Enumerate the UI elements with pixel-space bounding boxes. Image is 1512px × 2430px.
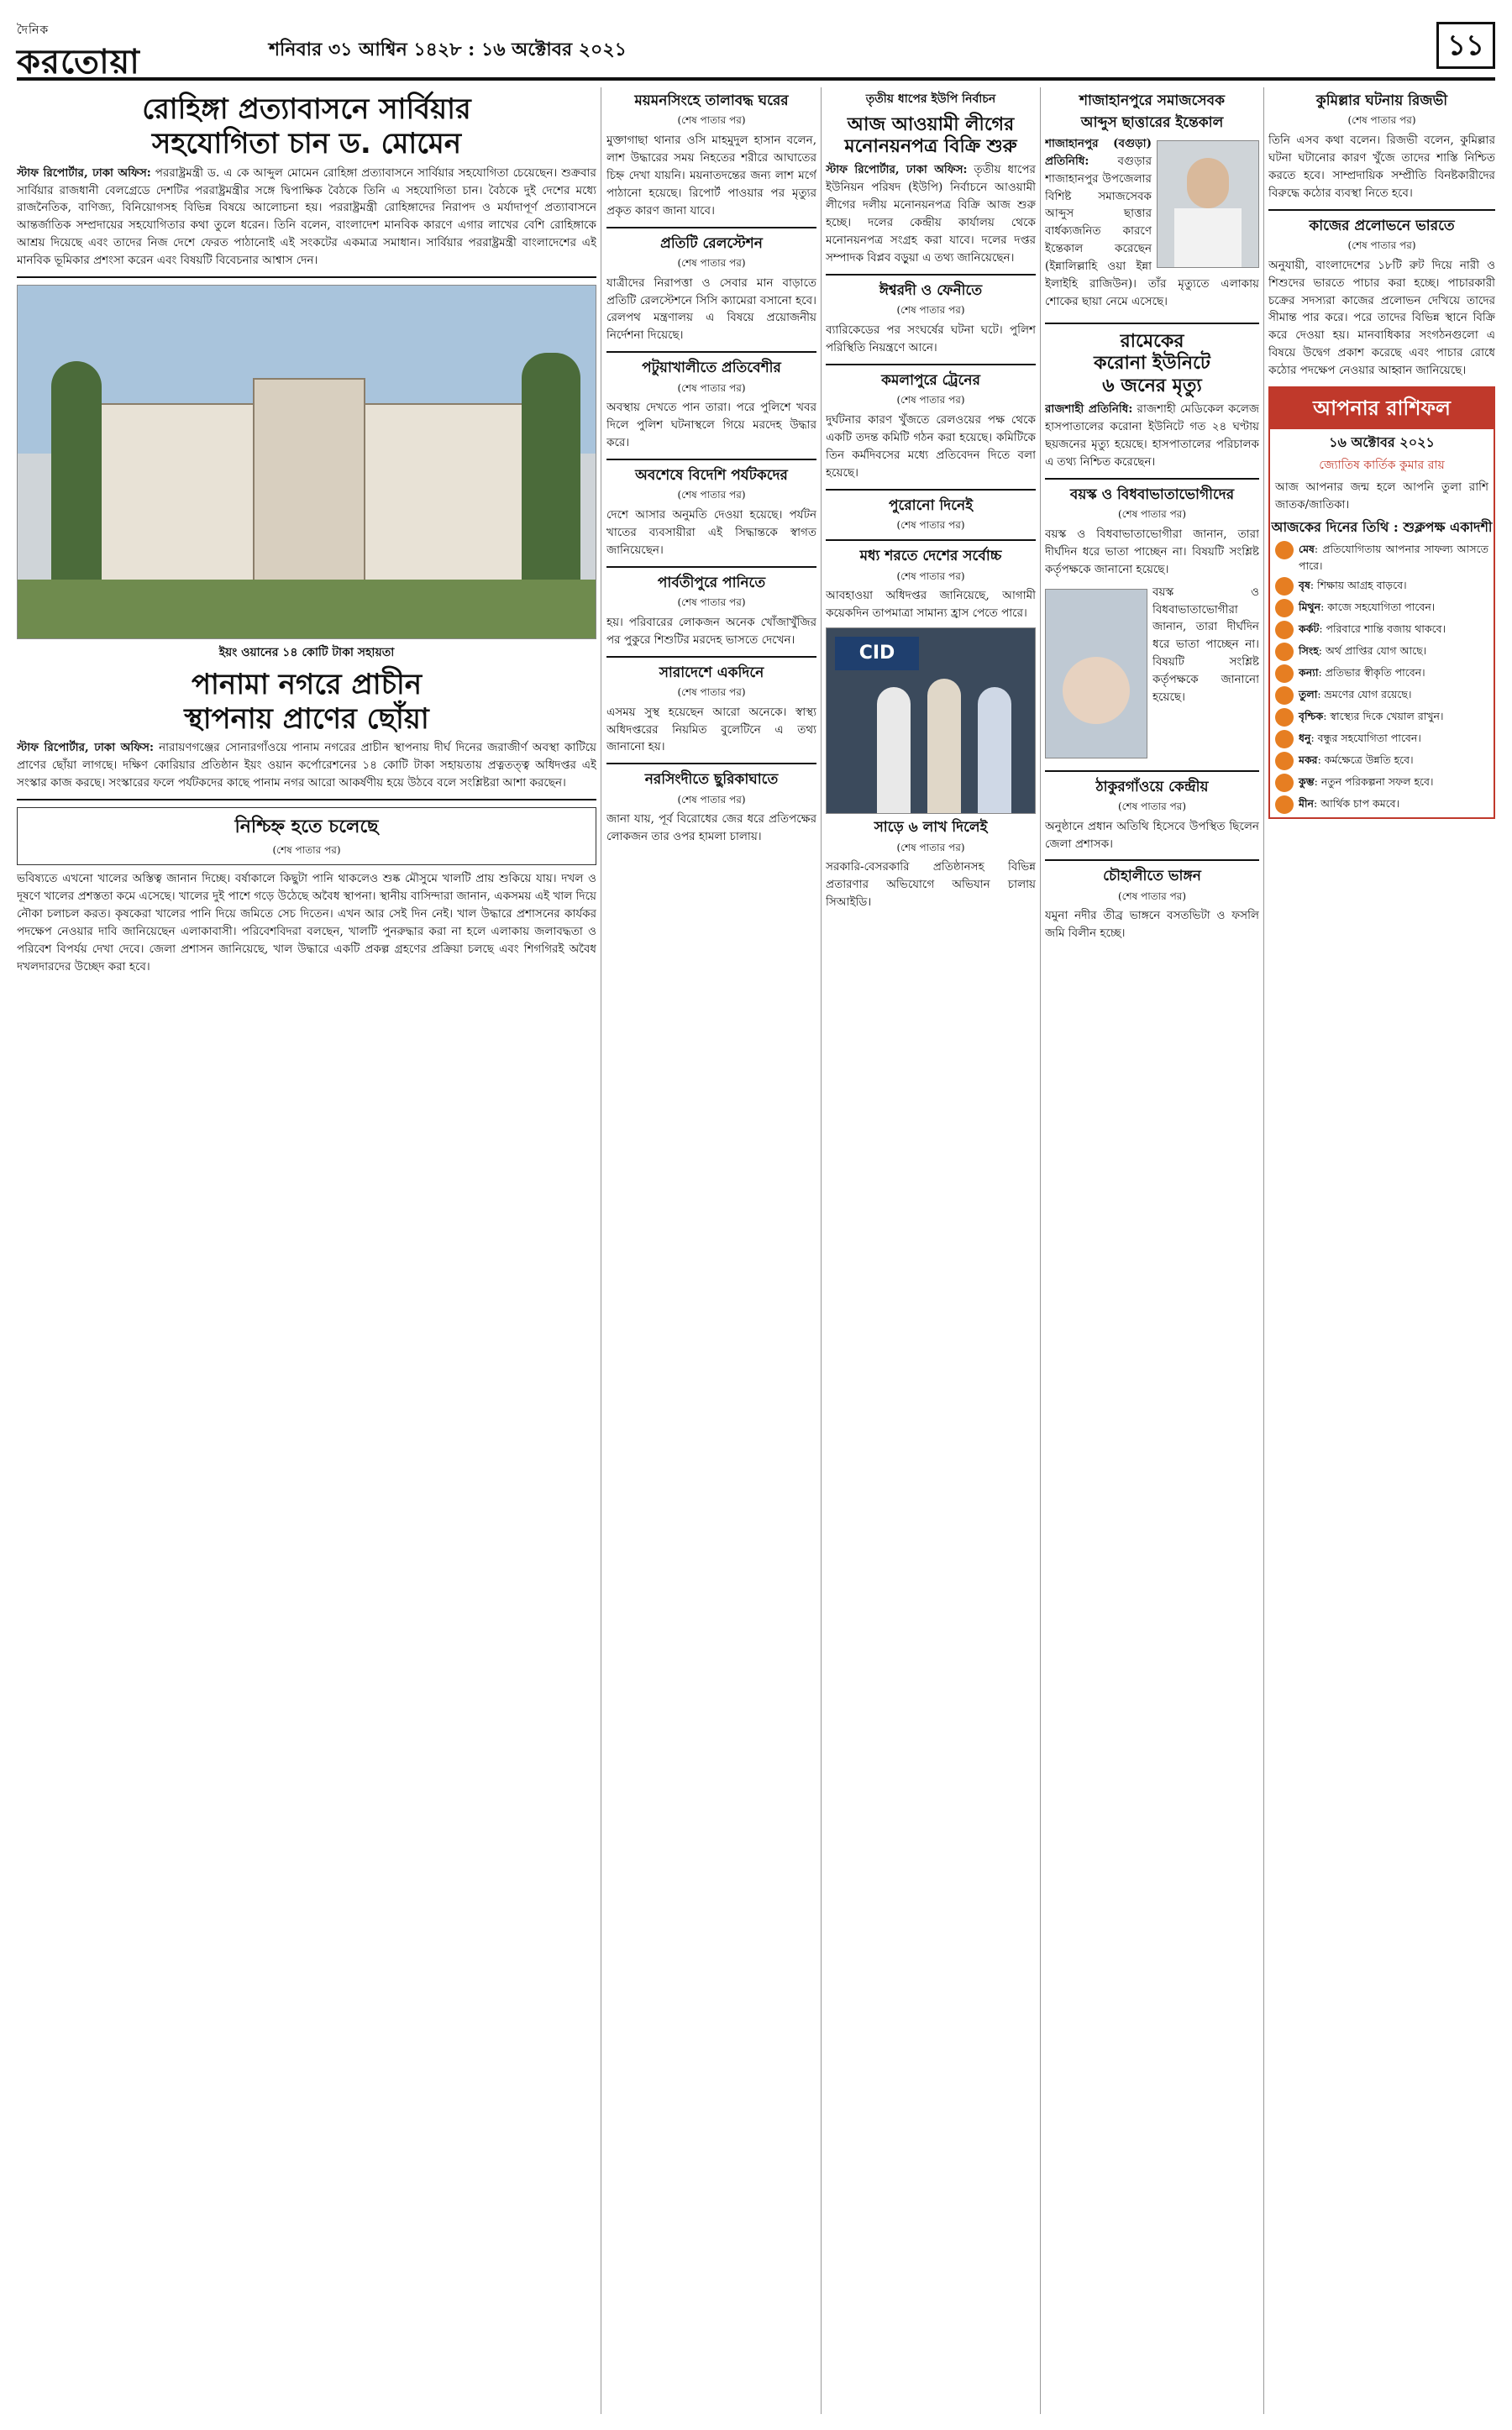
column-2 — [606, 87, 816, 2414]
chowhali-article: যমুনা নদীর তীব্র ভাঙ্গনে বসতভিটা ও ফসলি জমি বিলীন হচ্ছে। — [1045, 909, 1259, 941]
headline-line: মনোনয়নপত্র বিক্রি শুরু — [844, 136, 1017, 158]
zodiac-sign: মীন: আর্থিক চাপ কমবে। — [1275, 795, 1488, 814]
mymensingh-article: মুক্তাগাছা থানার ওসি মাহমুদুল হাসান বলেন, লাশ উদ্ধারের সময় নিহতের শরীরে আঘাতের চিহ্ন দেখা যায়নি। ময়নাতদন্তের জন্য লাশ মর্গে পাঠানো হয়েছে। রিপোর্ট পাওয়ার পর মৃত্যুর প্রকৃত কারণ জানা যাবে। — [606, 133, 816, 218]
zodiac-sign: বৃষ: শিক্ষায় আগ্রহ বাড়বে। — [1275, 577, 1488, 596]
tithi: আজকের দিনের তিথি : শুক্লপক্ষ একাদশী — [1271, 518, 1493, 535]
ramek-headline[interactable] — [1045, 331, 1259, 397]
horoscope-intro: আজ আপনার জন্ম হলে আপনি তুলা রাশি জাতক/জাতিকা। — [1275, 480, 1488, 512]
column-4 — [1045, 87, 1259, 2414]
allowance-article-cont: বয়স্ক ও বিধবাভাতাভোগীরা জানান, তারা দীর্ঘদিন ধরে ভাতা পাচ্ছেন না। বিষয়টি সংশ্লিষ্ট কর্তৃপক্ষকে জানানো হয়েছে। — [1152, 585, 1259, 705]
ishwardi-headline[interactable]: ঈশ্বরদী ও ফেনীতে — [879, 282, 983, 299]
hospital-photo — [1045, 589, 1147, 758]
zodiac-sign: ধনু: বন্ধুর সহযোগিতা পাবেন। — [1275, 730, 1488, 748]
article-body: পররাষ্ট্রমন্ত্রী ড. এ কে আব্দুল মোমেন রোহিঙ্গা প্রত্যাবাসনে সার্বিয়ার সহযোগিতা চেয়েছেন। শুক্রবার সার্বিয়ার রাজধানী বেলগ্রেডে দেশটির পররাষ্ট্রমন্ত্রীর সঙ্গে দ্বিপাক্ষিক বৈঠকে তিনি এ সহযোগিতা চান। বৈঠকে দুই দেশের মধ্যে রাজনৈতিক, বাণিজ্য, বিনিয়োগসহ বিভিন্ন বিষয়ে আলোচনা হয়। পররাষ্ট্রমন্ত্রী রোহিঙ্গাদের নিরাপদ ও মর্যাদাপূর্ণ প্রত্যাবাসনে আন্তর্জাতিক সম্প্রদায়ের সহযোগিতার কথা তুলে ধরেন। তিনি বলেন, বাংলাদেশ মানবিক কারণে এগার লাখের বেশি রোহিঙ্গাকে আশ্রয় দিয়েছে এবং তাদের নিজ দেশে ফেরত পাঠানোই এই সংকটের একমাত্র সমাধান। সার্বিয়ার পররাষ্ট্রমন্ত্রী বাংলাদেশের এই মানবিক ভূমিকার প্রশংসা করেন এবং বিষয়টি বিবেচনার আশ্বাস দেন। — [17, 165, 596, 268]
divider — [17, 799, 596, 800]
jump-note: (শেষ পাতার পর) — [1117, 800, 1187, 812]
trafficking-article: অনুযায়ী, বাংলাদেশের ১৮টি রুট দিয়ে নারী ও শিশুদের ভারতে পাচার করা হচ্ছে। পাচারকারী চক্রের সদস্যরা কাজের প্রলোভন দেখিয়ে তাদের সীমান্ত পার করে। পরে তাদের বিভিন্ন স্থানে বিক্রি করে দেওয়া হয়। মানবাধিকার সংগঠনগুলো এ বিষয়ে উদ্বেগ প্রকাশ করেছে এবং পাচার রোধে কঠোর পদক্ষেপ নেওয়ার আহ্বান জানিয়েছে। — [1268, 258, 1495, 378]
lakh-headline[interactable]: সাড়ে ৬ লাখ দিলেই — [874, 819, 988, 837]
purono-headline[interactable]: পুরোনো দিনেই — [888, 496, 974, 514]
up-article — [826, 161, 1036, 267]
divider — [17, 276, 596, 278]
zodiac-sign: মকর: কর্মক্ষেত্রে উন্নতি হবে। — [1275, 752, 1488, 770]
cid-banner-text: CID — [835, 637, 919, 670]
zodiac-sign: মেষ: প্রতিযোগিতায় আপনার সাফল্য আসতে পারে। — [1275, 541, 1488, 574]
nishchinho-box — [17, 807, 596, 865]
panama-photo — [17, 285, 596, 639]
page-number: ১১ — [1436, 22, 1495, 69]
masthead — [17, 17, 1495, 81]
parbatipur-article: হয়। পরিবারের লোকজন অনেক খোঁজাখুঁজির পর পুকুরে শিশুটির মরদেহ ভাসতে দেখেন। — [606, 615, 816, 647]
trafficking-headline[interactable]: কাজের প্রলোভনে ভারতে — [1309, 217, 1455, 234]
jump-note: (শেষ পাতার পর) — [1347, 114, 1416, 127]
jump-note: (শেষ পাতার পর) — [677, 381, 746, 394]
byline: স্টাফ রিপোর্টার, ঢাকা অফিস: — [17, 165, 151, 180]
column-3 — [826, 87, 1036, 2414]
foreign-tourists-headline[interactable]: অবশেষে বিদেশি পর্যটকদের — [635, 467, 788, 485]
headline-line: রামেকের — [1120, 331, 1184, 352]
horoscope-author: জ্যোতিষ কার্তিক কুমার রায় — [1319, 459, 1445, 473]
zodiac-icon — [1275, 664, 1294, 683]
allowance-article: বয়স্ক ও বিধবাভাতাভোগীরা জানান, তারা দীর্ঘদিন ধরে ভাতা পাচ্ছেন না। বিষয়টি সংশ্লিষ্ট কর্তৃপক্ষকে জানানো হয়েছে। — [1045, 527, 1259, 576]
ishwardi-article: ব্যারিকেডের পর সংঘর্ষের ঘটনা ঘটে। পুলিশ পরিস্থিতি নিয়ন্ত্রণে আনে। — [826, 323, 1036, 354]
jump-note: (শেষ পাতার পর) — [677, 114, 746, 127]
zodiac-icon — [1275, 774, 1294, 792]
country-headline[interactable]: সারাদেশে একদিনে — [659, 664, 764, 681]
jump-note: (শেষ পাতার পর) — [896, 841, 965, 853]
country-article: এসময় সুস্থ হয়েছেন আরো অনেকে। স্বাস্থ্য অধিদপ্তরের নিয়মিত বুলেটিনে এ তথ্য জানানো হয়। — [606, 705, 816, 754]
zodiac-sign: কুম্ভ: নতুন পরিকল্পনা সফল হবে। — [1275, 774, 1488, 792]
column-rule — [1263, 87, 1264, 2414]
column-1 — [17, 87, 596, 2414]
horoscope-date: ১৬ অক্টোবর ২০২১ — [1329, 434, 1435, 451]
headline-line: স্থাপনায় প্রাণের ছোঁয়া — [184, 701, 429, 736]
foreign-tourists-article: দেশে আসার অনুমতি দেওয়া হয়েছে। পর্যটন খাতের ব্যবসায়ীরা এই সিদ্ধান্তকে স্বাগত জানিয়েছেন। — [606, 508, 816, 557]
mymensingh-headline[interactable]: ময়মনসিংহে তালাবদ্ধ ঘরের — [634, 92, 789, 109]
article-body: বগুড়ার শাজাহানপুর উপজেলার বিশিষ্ট সমাজসেবক আব্দুস ছাত্তার বার্ধক্যজনিত কারণে ইন্তেকাল করেছেন (ইন্নালিল্লাহি ওয়া ইন্না ইলাইহি রাজিউন)। তাঁর মৃত্যুতে এলাকায় শোকের ছায়া নেমে এসেছে। — [1045, 154, 1259, 309]
zodiac-icon — [1275, 730, 1294, 748]
jump-note: (শেষ পাতার পর) — [1347, 239, 1416, 252]
divider — [1045, 770, 1259, 772]
jump-note: (শেষ পাতার পর) — [1117, 508, 1187, 521]
thakurgaon-article: অনুষ্ঠানে প্রধান অতিথি হিসেবে উপস্থিত ছিলেন জেলা প্রশাসক। — [1045, 819, 1259, 851]
zodiac-icon — [1275, 686, 1294, 705]
byline: শাজাহানপুর (বগুড়া) প্রতিনিধি: — [1045, 136, 1152, 168]
column-rule — [821, 87, 822, 2414]
comilla-article: তিনি এসব কথা বলেন। রিজভী বলেন, কুমিল্লার ঘটনা ঘটানোর কারণ খুঁজে তাদের শাস্তি নিশ্চিত করতে হবে। সাম্প্রদায়িক সম্প্রীতি বিনষ্টকারীদের বিরুদ্ধে কঠোর ব্যবস্থা নিতে হবে। — [1268, 133, 1495, 200]
divider — [606, 459, 816, 460]
byline: স্টাফ রিপোর্টার, ঢাকা অফিস: — [826, 163, 968, 177]
article-body: তৃতীয় ধাপের ইউনিয়ন পরিষদ (ইউপি) নির্বাচনে আওয়ামী লীগের দলীয় মনোনয়নপত্র বিক্রি আজ শুরু হচ্ছে। দলের কেন্দ্রীয় কার্যালয় থেকে মনোনয়নপত্র সংগ্রহ করা যাবে। দলের দপ্তর সম্পাদক বিপ্লব বড়ুয়া এ তথ্য জানিয়েছেন। — [826, 163, 1036, 265]
headline-line: করোনা ইউনিটে — [1094, 353, 1210, 375]
zodiac-sign: মিথুন: কাজে সহযোগিতা পাবেন। — [1275, 599, 1488, 617]
zodiac-sign: কন্যা: প্রতিভার স্বীকৃতি পাবেন। — [1275, 664, 1488, 683]
divider — [606, 566, 816, 568]
divider — [606, 656, 816, 658]
panama-article — [17, 739, 596, 792]
zodiac-icon — [1275, 541, 1294, 559]
zodiac-icon — [1275, 643, 1294, 661]
patuakhali-article: অবস্থায় দেখতে পান তারা। পরে পুলিশে খবর দিলে পুলিশ ঘটনাস্থলে গিয়ে মরদেহ উদ্ধার করে। — [606, 401, 816, 450]
divider — [1045, 478, 1259, 480]
divider — [826, 539, 1036, 541]
zodiac-icon — [1275, 577, 1294, 596]
relay-headline[interactable]: প্রতিটি রেলস্টেশন — [660, 234, 763, 252]
divider — [1268, 209, 1495, 211]
jump-note: (শেষ পাতার পর) — [896, 518, 965, 531]
column-5 — [1268, 87, 1495, 2414]
divider — [826, 364, 1036, 365]
narsingdi-headline[interactable]: নরসিংদীতে ছুরিকাঘাতে — [644, 771, 779, 789]
horoscope-title[interactable]: আপনার রাশিফল — [1270, 388, 1494, 429]
nishchinho-headline[interactable]: নিশ্চিহ্ন হতে চলেছে — [234, 816, 379, 838]
chowhali-headline[interactable]: চৌহালীতে ভাঙ্গন — [1103, 868, 1201, 885]
parbatipur-headline[interactable]: পার্বতীপুরে পানিতে — [657, 574, 766, 591]
article-body: নারায়ণগঞ্জের সোনারগাঁওয়ে পানাম নগরের প্রাচীন স্থাপনায় দীর্ঘ দিনের জরাজীর্ণ অবস্থা কাটিয়ে প্রাণের ছোঁয়া লাগছে। দক্ষিণ কোরিয়ার প্রতিষ্ঠান ইয়ং ওয়ান কর্পোরেশনের ১৪ কোটি টাকা সহায়তায় প্রত্নতত্ত্ব অধিদপ্তর এই সংস্কার কাজ করছে। সংস্কারের ফলে পর্যটকদের কাছে পানাম নগর আরো আকর্ষণীয় হয়ে উঠবে বলে সংশ্লিষ্টরা আশা করছেন। — [17, 741, 596, 790]
shahjahanpur-subhead: আব্দুস ছাত্তারের ইন্তেকাল — [1080, 114, 1224, 132]
kamalapur-article: দুর্ঘটনার কারণ খুঁজতে রেলওয়ের পক্ষ থেকে একটি তদন্ত কমিটি গঠন করা হয়েছে। কমিটিকে তিন কর্মদিবসের মধ্যে প্রতিবেদন দিতে বলা হয়েছে। — [826, 412, 1036, 480]
jump-note: (শেষ পাতার পর) — [272, 843, 341, 856]
logo-text: করতোয়া — [17, 43, 140, 81]
logo-subtitle: দৈনিক — [17, 24, 50, 37]
lakh-article: সরকারি-বেসরকারি প্রতিষ্ঠানসহ বিভিন্ন প্রতারণার অভিযোগে অভিযান চালায় সিআইডি। — [826, 860, 1036, 910]
up-kicker: তৃতীয় ধাপের ইউপি নির্বাচন — [865, 92, 996, 106]
article-body: রাজশাহী মেডিকেল কলেজ হাসপাতালের করোনা ইউনিটে গত ২৪ ঘণ্টায় ছয়জনের মৃত্যু হয়েছে। হাসপাতালের পরিচালক এ তথ্য নিশ্চিত করেছেন। — [1045, 402, 1259, 469]
jump-note: (শেষ পাতার পর) — [896, 304, 965, 317]
zodiac-icon — [1275, 708, 1294, 727]
madhya-article: আবহাওয়া অধিদপ্তর জানিয়েছে, আগামী কয়েকদিন তাপমাত্রা সামান্য হ্রাস পেতে পারে। — [826, 589, 1036, 621]
allowance-headline[interactable]: বয়স্ক ও বিধবাভাতাভোগীদের — [1069, 485, 1235, 503]
kamalapur-headline[interactable]: কমলাপুরে ট্রেনের — [881, 371, 980, 389]
jump-note: (শেষ পাতার পর) — [677, 256, 746, 269]
madhya-headline[interactable]: মধ্য শরতে দেশের সর্বোচ্চ — [859, 548, 1002, 565]
jump-note: (শেষ পাতার পর) — [896, 569, 965, 582]
divider — [1045, 859, 1259, 861]
rohingya-headline[interactable] — [17, 92, 596, 161]
byline: স্টাফ রিপোর্টার, ঢাকা অফিস: — [17, 741, 154, 755]
headline-line: পানামা নগরে প্রাচীন — [191, 667, 423, 701]
panama-kicker: ইয়ং ওয়ানের ১৪ কোটি টাকা সহায়তা — [218, 646, 395, 660]
headline-line: আজ আওয়ামী লীগের — [847, 113, 1015, 135]
cid-photo — [826, 627, 1036, 814]
divider — [826, 489, 1036, 491]
jump-note: (শেষ পাতার পর) — [677, 793, 746, 806]
thakurgaon-headline[interactable]: ঠাকুরগাঁওয়ে কেন্দ্রীয় — [1095, 778, 1209, 795]
divider — [606, 351, 816, 353]
narsingdi-article: জানা যায়, পূর্ব বিরোধের জের ধরে প্রতিপক্ষের লোকজন তার ওপর হামলা চালায়। — [606, 812, 816, 844]
jump-note: (শেষ পাতার পর) — [896, 394, 965, 407]
divider — [826, 274, 1036, 276]
horoscope-box — [1268, 386, 1495, 819]
zodiac-icon — [1275, 621, 1294, 639]
zodiac-icon — [1275, 599, 1294, 617]
jump-note: (শেষ পাতার পর) — [677, 489, 746, 501]
divider — [1045, 323, 1259, 324]
column-rule — [1040, 87, 1041, 2414]
patuakhali-headline[interactable]: পটুয়াখালীতে প্রতিবেশীর — [642, 360, 781, 377]
jump-note: (শেষ পাতার পর) — [1117, 890, 1187, 902]
jump-note: (শেষ পাতার পর) — [677, 596, 746, 609]
zodiac-icon — [1275, 795, 1294, 814]
headline-line: রোহিঙ্গা প্রত্যাবাসনে সার্বিয়ার — [142, 92, 471, 126]
zodiac-sign: বৃশ্চিক: স্বাস্থ্যের দিকে খেয়াল রাখুন। — [1275, 708, 1488, 727]
up-headline[interactable] — [826, 114, 1036, 159]
shahjahanpur-headline[interactable]: শাজাহানপুরে সমাজসেবক — [1079, 92, 1225, 109]
comilla-headline[interactable]: কুমিল্লার ঘটনায় রিজভী — [1315, 92, 1448, 109]
nishchinho-article: ভবিষ্যতে এখনো খালের অস্তিত্ব জানান দিচ্ছে। বর্ষাকালে কিছুটা পানি থাকলেও শুষ্ক মৌসুমে খালটি প্রায় শুকিয়ে যায়। দখল ও দূষণে খালের প্রশস্ততা কমে এসেছে। খালের দুই পাশে গড়ে উঠেছে অবৈধ স্থাপনা। স্থানীয় বাসিন্দারা জানান, একসময় এই খাল দিয়ে নৌকা চলাচল করত। কৃষকেরা খালের পানি দিয়ে জমিতে সেচ দিতেন। এখন আর সেই দিন নেই। খাল উদ্ধারে প্রশাসনের কার্যকর পদক্ষেপ নেওয়ার দাবি জানিয়েছেন এলাকাবাসী। পরিবেশবিদরা বলছেন, খালটি পুনরুদ্ধার করা না হলে এলাকায় জলাবদ্ধতা ও পরিবেশ বিপর্যয় দেখা দেবে। জেলা প্রশাসন জানিয়েছে, খাল উদ্ধারে একটি প্রকল্প গ্রহণের প্রক্রিয়া চলছে এবং শিগগিরই অবৈধ দখলদারদের উচ্ছেদ করা হবে। — [17, 872, 596, 974]
panama-headline[interactable] — [17, 668, 596, 737]
rohingya-article — [17, 165, 596, 270]
byline: রাজশাহী প্রতিনিধি: — [1045, 402, 1133, 417]
dateline: শনিবার ৩১ আশ্বিন ১৪২৮ : ১৬ অক্টোবর ২০২১ — [269, 39, 627, 60]
zodiac-sign: তুলা: ভ্রমণের যোগ রয়েছে। — [1275, 686, 1488, 705]
zodiac-sign: কর্কট: পরিবারে শান্তি বজায় থাকবে। — [1275, 621, 1488, 639]
obituary-photo — [1157, 140, 1259, 268]
zodiac-sign: সিংহ: অর্থ প্রাপ্তির যোগ আছে। — [1275, 643, 1488, 661]
zodiac-icon — [1275, 752, 1294, 770]
jump-note: (শেষ পাতার পর) — [677, 685, 746, 698]
divider — [606, 227, 816, 228]
relay-article: যাত্রীদের নিরাপত্তা ও সেবার মান বাড়াতে প্রতিটি রেলস্টেশনে সিসি ক্যামেরা বসানো হবে। রেলপথ মন্ত্রণালয় এ বিষয়ে প্রয়োজনীয় নির্দেশনা দিয়েছে। — [606, 276, 816, 343]
headline-line: ৬ জনের মৃত্যু — [1102, 375, 1202, 396]
newspaper-logo — [17, 20, 140, 92]
divider — [606, 763, 816, 764]
ramek-article — [1045, 401, 1259, 471]
headline-line: সহযোগিতা চান ড. মোমেন — [151, 126, 462, 160]
